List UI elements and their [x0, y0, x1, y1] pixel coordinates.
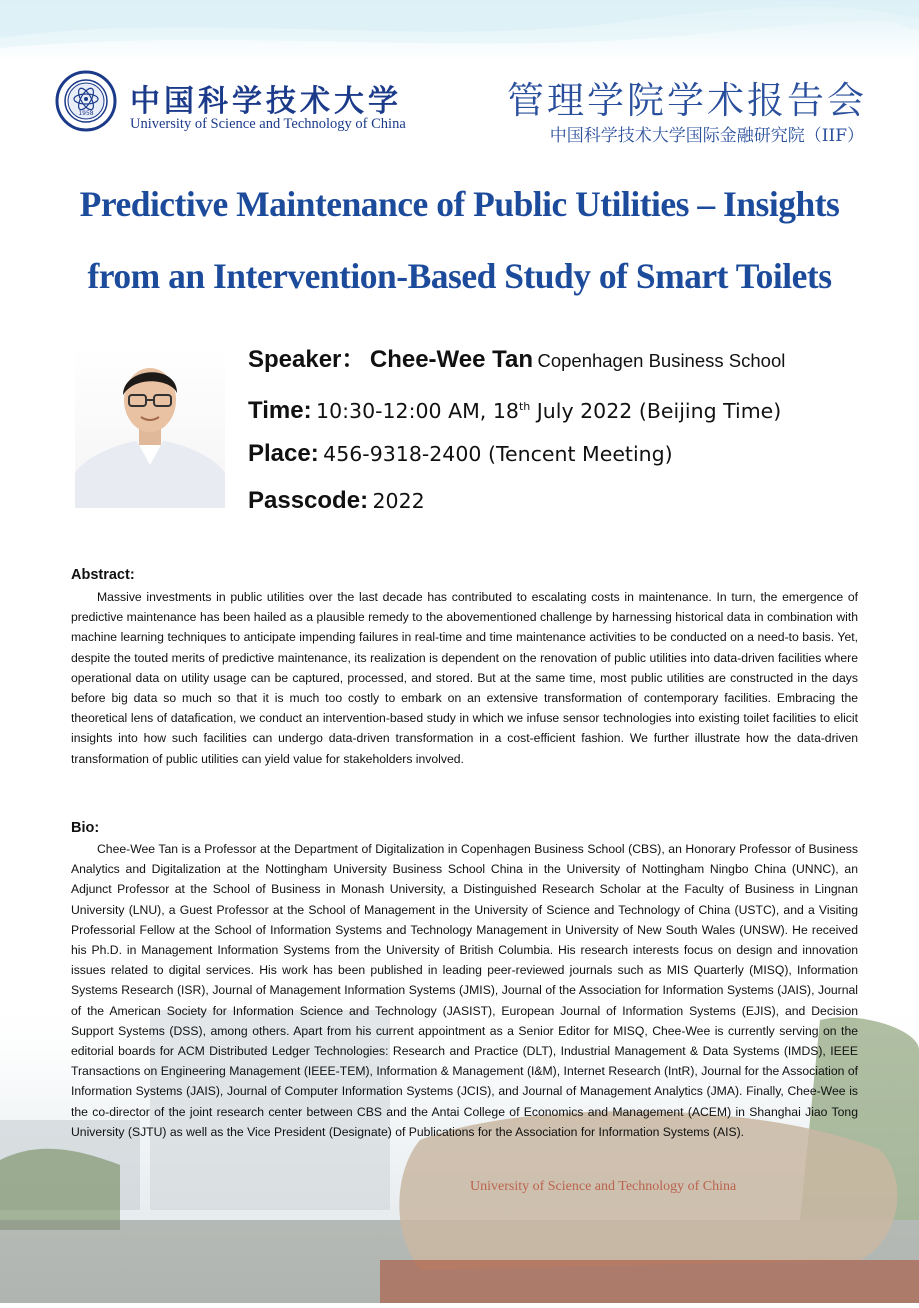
campus-stone-text: University of Science and Technology of China: [470, 1179, 737, 1194]
abstract-heading: Abstract:: [71, 567, 135, 583]
university-seal-icon: [55, 70, 117, 132]
speaker-row: [248, 338, 785, 385]
header: [0, 60, 919, 150]
speaker-label: Speaker：: [248, 346, 366, 373]
abstract-text: Massive investments in public utilities over the last decade has contributed to escalating costs in maintenance. In turn, the emergence of predictive maintenance has been hailed as a plausible remedy to the abovementioned challenge by harnessing historical data in combination with machine learning techniques to anticipate impending failures in real-time and time maintenance activities to be conducted on a need-to basis. Yet, despite the touted merits of predictive maintenance, its realization is dependent on the renovation of public utilities into data-driven facilities where operational data on utility usage can be captured, processed, and stored. But at the same time, most public utilities are constructed in the days before big data so much so that it is much too costly to embark on an extensive transformation of contemporary facilities. Embracing the theoretical lens of datafication, we conduct an intervention-based study in which we infuse sensor technologies into existing toilet facilities to elicit insights into how such facilities can undergo data-driven transformation in a cost-efficient fashion. We further illustrate how the data-driven transformation of public utilities can yield value for stakeholders involved.: [71, 590, 858, 766]
seal-year: 1958: [78, 110, 94, 117]
time-label: Time:: [248, 396, 312, 424]
talk-title-line1: Predictive Maintenance of Public Utilities – Insights: [79, 184, 840, 224]
place-row: [248, 432, 785, 479]
time-value: 10:30-12:00 AM, 18th July 2022 (Beijing Time): [316, 398, 782, 423]
passcode-value: 2022: [372, 489, 425, 513]
place-value: 456-9318-2400 (Tencent Meeting): [323, 442, 673, 466]
passcode-label: Passcode:: [248, 487, 369, 514]
top-wave-decoration: [0, 0, 919, 60]
university-name-en: University of Science and Technology of China: [130, 116, 406, 132]
bio-heading: Bio:: [71, 820, 100, 836]
place-label: Place:: [248, 440, 319, 467]
series-title: 管理学院学术报告会: [507, 79, 867, 122]
speaker-name: Chee-Wee Tan: [369, 346, 534, 373]
bio-text: Chee-Wee Tan is a Professor at the Department of Digitalization in Copenhagen Business School (CBS), an Honorary Professor of Business Analytics and Digitalization at the Nottingham University Business School China in the University of Nottingham Ningbo China (UNNC), an Adjunct Professor at the School of Business in Monash University, a Distinguished Research Scholar at the Faculty of Business in Lingnan University (LNU), a Guest Professor at the School of Management in the University of Science and Technology of China (USTC), and a Visiting Professorial Fellow at the School of Information Systems and Technology Management in University of New South Wales (UNSW). He received his Ph.D. in Management Information Systems from the University of British Columbia. His research interests focus on design and innovation issues related to digital services. His work has been published in leading peer-reviewed journals such as MIS Quarterly (MISQ), Information Systems Research (ISR), Journal of Management Information Systems (JMIS), Journal of the Association for Information Systems (JAIS), Journal of the American Society for Information Science and Technology (JASIST), European Journal of Information Systems (EJIS), and Decision Support Systems (DSS), among others. Apart from his current appointment as a Senior Editor for MISQ, Chee-Wee is currently serving on the editorial boards for ACM Distributed Ledger Technologies: Research and Practice (DLT), Industrial Management & Data Systems (IMDS), IEEE Transactions on Engineering Management (IEEE-TEM), Information & Management (I&M), Internet Research (IntR), Journal for the Association of Information Systems (JAIS), Journal of Computer Information Systems (JCIS), and Journal of Management Analytics (JMA). Finally, Chee-Wee is the co-director of the joint research center between CBS and the Antai College of Economics and Management (ACEM) in Shanghai Jiao Tong University (SJTU) as well as the Vice President (Designate) of Publications for the Association for Information Systems (AIS).: [71, 842, 858, 1139]
time-row: [248, 385, 785, 432]
university-name-cn: 中国科学技术大学: [130, 84, 402, 119]
series-subtitle: 中国科学技术大学国际金融研究院（IIF）: [549, 126, 864, 146]
talk-info: [248, 338, 785, 526]
passcode-row: [248, 479, 785, 526]
talk-title: [0, 168, 919, 312]
speaker-affiliation: Copenhagen Business School: [537, 350, 786, 371]
speaker-photo: [75, 345, 225, 508]
talk-title-line2: from an Intervention-Based Study of Smart Toilets: [87, 256, 832, 296]
